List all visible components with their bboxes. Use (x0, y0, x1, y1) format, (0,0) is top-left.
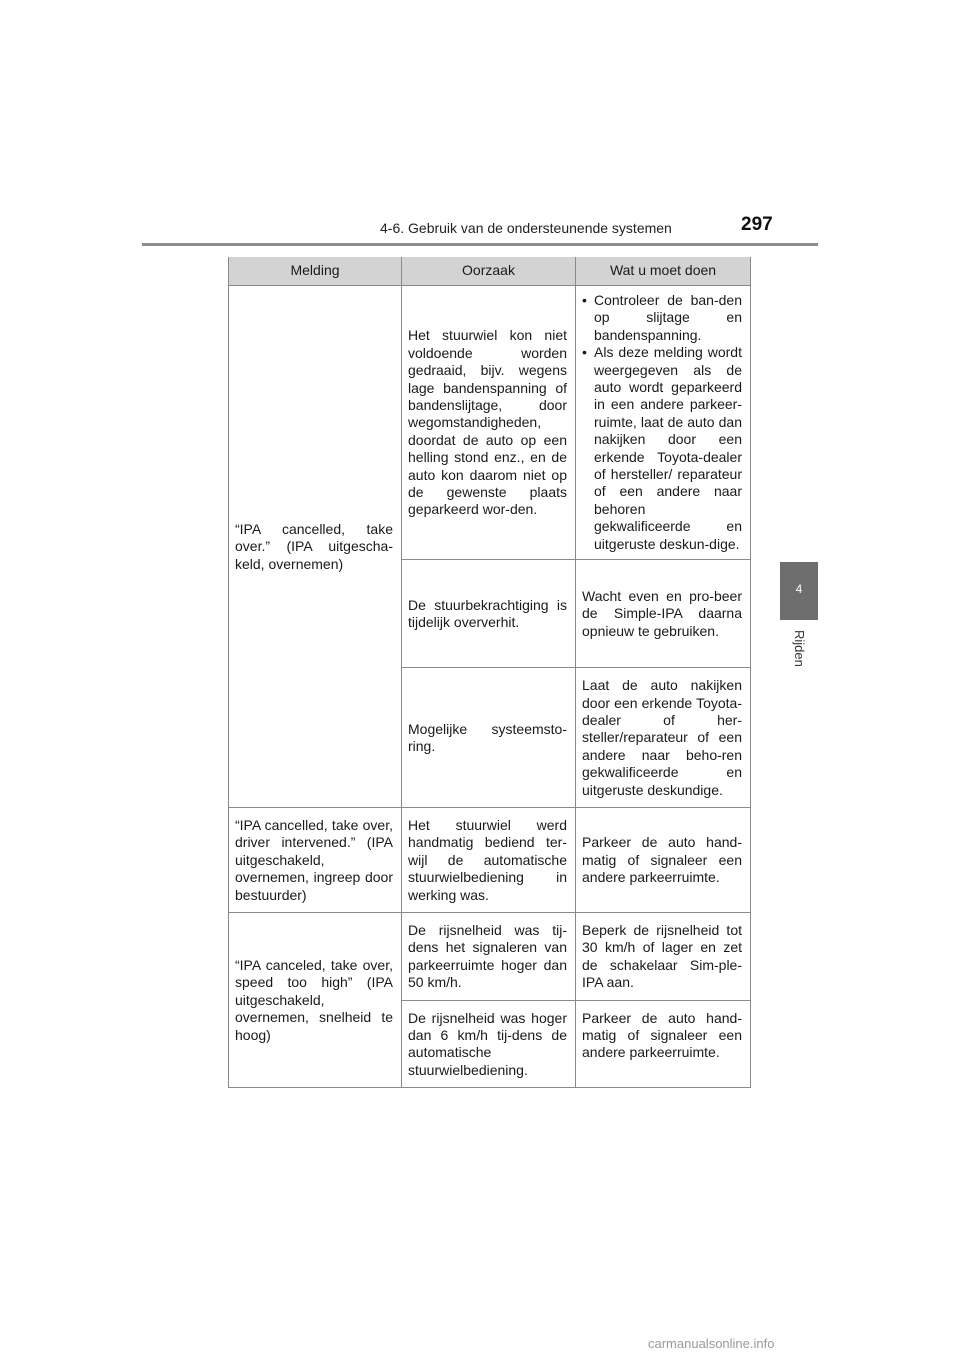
actie-cell: Wacht even en pro-beer de Simple-IPA daarna opnieuw te gebruiken. (576, 560, 751, 668)
actie-cell: Parkeer de auto hand-matig of signaleer een andere parkeerruimte. (576, 807, 751, 912)
section-title: 4-6. Gebruik van de ondersteunende systemen (380, 220, 672, 236)
actie-list-item: • Controleer de ban-den op slijtage en bandenspanning. (582, 292, 742, 344)
table-header-row (229, 257, 751, 286)
column-header-melding: Melding (229, 257, 402, 286)
column-header-oorzaak: Oorzaak (402, 257, 576, 286)
oorzaak-cell: Het stuurwiel kon niet voldoende worden gedraaid, bijv. wegens lage bandenspanning of bandenslijtage, door wegomstandigheden, doordat de auto op een helling stond enz., en de auto kon daarom niet op de gewenste plaats geparkeerd wor-den. (402, 286, 576, 560)
actie-cell: Parkeer de auto hand-matig of signaleer een andere parkeerruimte. (576, 1000, 751, 1088)
actie-list-item: • Als deze melding wordt weergegeven als de auto wordt geparkeerd in een andere parkeer-ruimte, laat de auto dan nakijken door een erkende Toyota-dealer of hersteller/ reparateur of een andere naar behoren gekwalificeerde en uitgeruste deskun-dige. (582, 344, 742, 553)
page-number: 297 (741, 214, 773, 235)
melding-cell: “IPA cancelled, take over, driver intervened.” (IPA uitgeschakeld, overnemen, ingreep door bestuurder) (229, 807, 402, 912)
oorzaak-cell: Het stuurwiel werd handmatig bediend ter-wijl de automatische stuurwielbediening in werking was. (402, 807, 576, 912)
actie-cell (576, 286, 751, 560)
message-table (228, 257, 751, 1088)
oorzaak-cell: Mogelijke systeemsto-ring. (402, 668, 576, 808)
actie-cell: Beperk de rijsnelheid tot 30 km/h of lager en zet de schakelaar Sim-ple-IPA aan. (576, 912, 751, 1000)
melding-cell: “IPA canceled, take over, speed too high” (IPA uitgeschakeld, overnemen, snelheid te hoog) (229, 912, 402, 1087)
table-row (229, 807, 751, 912)
actie-list (582, 292, 742, 553)
oorzaak-cell: De rijsnelheid was hoger dan 6 km/h tij-dens de automatische stuurwielbediening. (402, 1000, 576, 1088)
column-header-actie: Wat u moet doen (576, 257, 751, 286)
chapter-tab (780, 562, 818, 620)
oorzaak-cell: De stuurbekrachtiging is tijdelijk oververhit. (402, 560, 576, 668)
watermark: carmanualsonline.info (648, 1336, 775, 1351)
table-row (229, 912, 751, 1000)
header-rule (142, 243, 818, 246)
chapter-number: 4 (795, 582, 803, 596)
oorzaak-cell: De rijsnelheid was tij-dens het signaleren van parkeerruimte hoger dan 50 km/h. (402, 912, 576, 1000)
melding-cell: “IPA cancelled, take over.” (IPA uitgescha-keld, overnemen) (229, 286, 402, 808)
actie-cell: Laat de auto nakijken door een erkende Toyota-dealer of her-steller/reparateur of een andere naar beho-ren gekwalificeerde en uitgeruste deskundige. (576, 668, 751, 808)
chapter-label: Rijden (792, 630, 807, 667)
table-row (229, 286, 751, 560)
